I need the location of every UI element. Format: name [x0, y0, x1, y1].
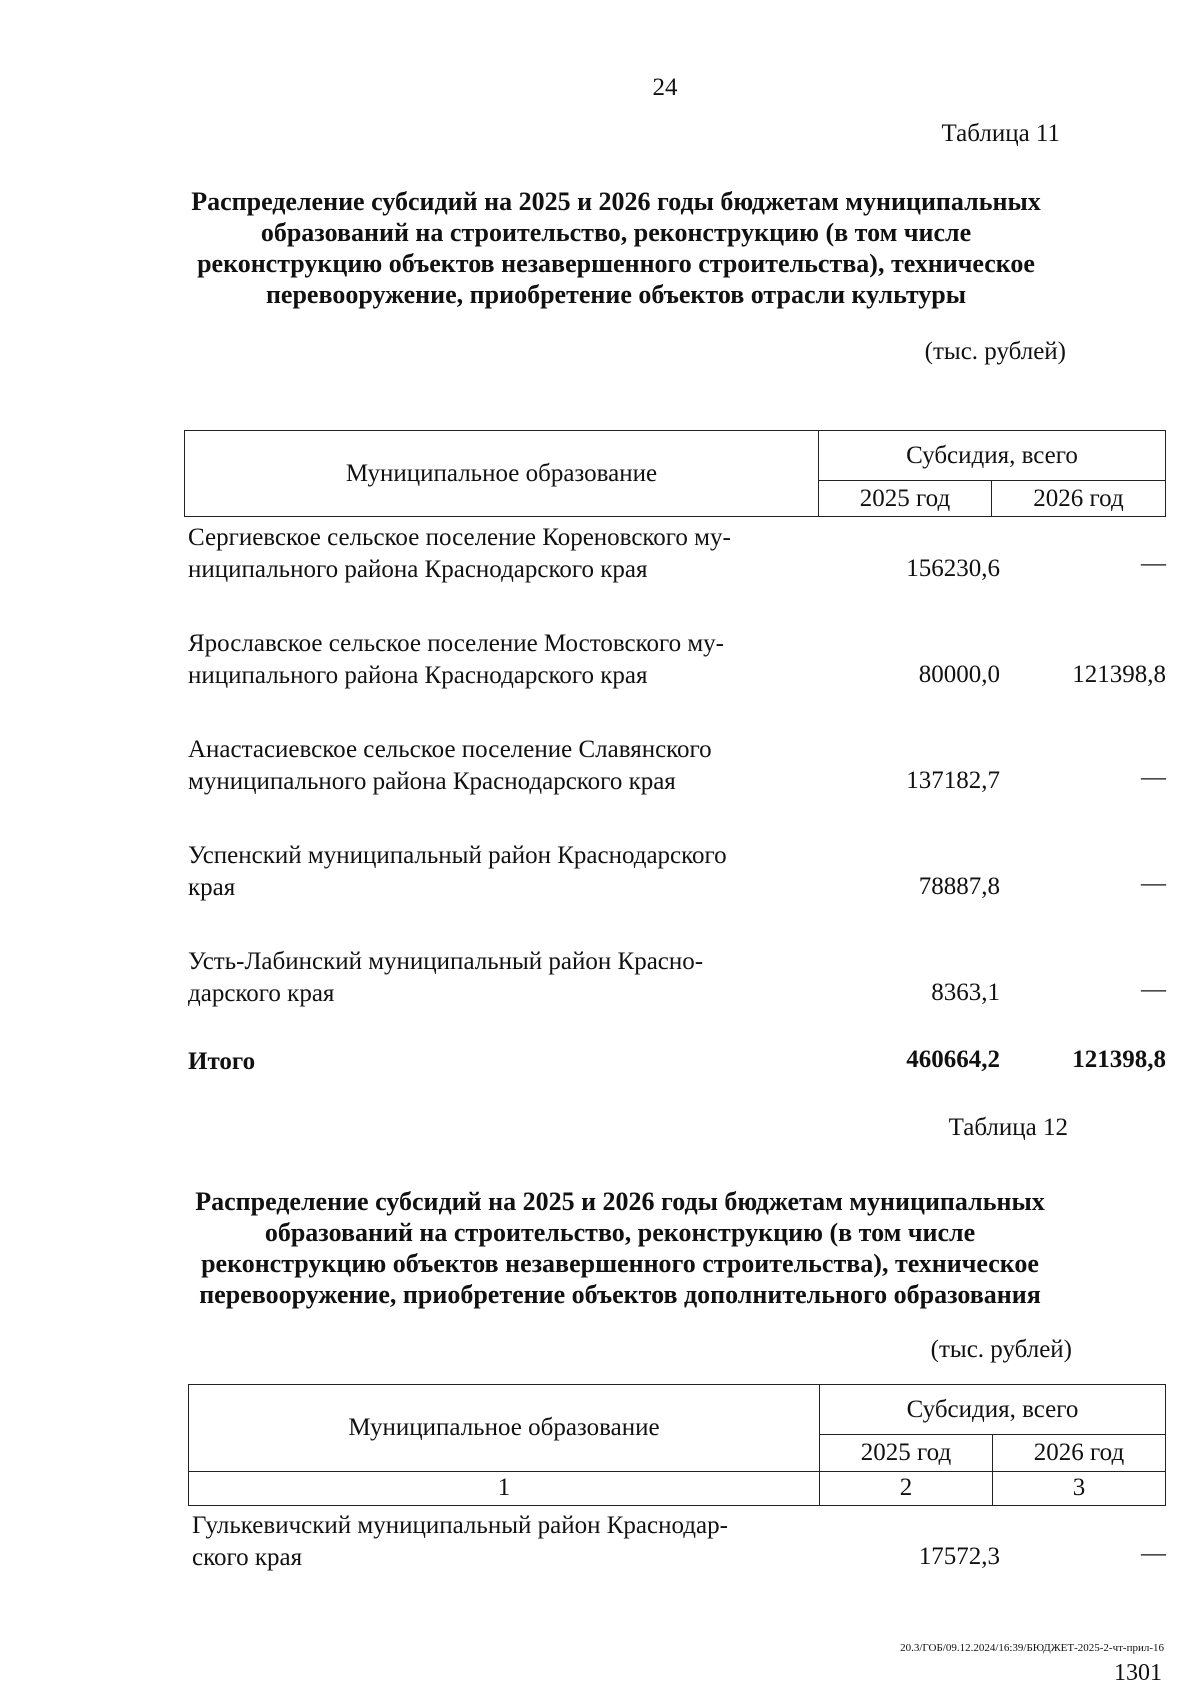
table-12-units: (тыс. рублей)	[930, 1336, 1072, 1363]
column-number-1: 1	[189, 1471, 820, 1505]
table-12-label: Таблица 12	[948, 1114, 1068, 1141]
title-line: образований на строительство, реконструкцию (в том числе	[264, 1218, 976, 1247]
table-11-value-2026: —	[1141, 976, 1166, 1003]
table-11-total-2025: 460664,2	[906, 1046, 1000, 1073]
table-11-header	[184, 430, 1166, 517]
header-municipality: Муниципальное образование	[189, 1385, 820, 1472]
title-line: реконструкцию объектов незавершенного строительства), техническое	[201, 1249, 1039, 1278]
table-11-total-label: Итого	[188, 1048, 256, 1075]
table-11-row-name: Усть-Лабинский муниципальный район Красно- дарского края	[188, 948, 704, 1007]
header-2025: 2025 год	[819, 481, 992, 517]
table-11-label: Таблица 11	[941, 120, 1060, 147]
header-2026: 2026 год	[992, 481, 1166, 517]
header-subsidy-total: Субсидия, всего	[820, 1385, 1166, 1435]
header-2026: 2026 год	[993, 1435, 1166, 1471]
title-line: Распределение субсидий на 2025 и 2026 годы бюджетам муниципальных	[195, 1187, 1045, 1216]
table-11-value-2026: 121398,8	[1072, 661, 1166, 688]
table-11-row-name: Сергиевское сельское поселение Кореновского му- ниципального района Краснодарского края	[188, 524, 731, 583]
title-line: перевооружение, приобретение объектов отрасли культуры	[265, 280, 967, 309]
table-11-row-name: Анастасиевское сельское поселение Славянского муниципального района Краснодарского края	[188, 736, 712, 795]
column-number-2: 2	[820, 1471, 993, 1505]
table-11-row-name: Ярославское сельское поселение Мостовского му- ниципального района Краснодарского края	[188, 630, 724, 689]
title-line: реконструкцию объектов незавершенного строительства), техническое	[197, 249, 1035, 278]
table-11-total-2026: 121398,8	[1072, 1046, 1166, 1073]
header-2025: 2025 год	[820, 1435, 993, 1471]
table-11-value-2025: 156230,6	[906, 555, 1000, 582]
document-code: 20.3/ГОБ/09.12.2024/16:39/БЮДЖЕТ-2025-2-чт-прил-16	[900, 1642, 1164, 1654]
table-11-title	[120, 186, 1112, 310]
table-12-value-2026: —	[1141, 1540, 1166, 1567]
table-11-value-2025: 137182,7	[906, 767, 1000, 794]
table-11-units: (тыс. рублей)	[924, 338, 1066, 365]
column-number-3: 3	[993, 1471, 1166, 1505]
header-municipality: Муниципальное образование	[185, 431, 819, 517]
table-11-value-2025: 80000,0	[918, 661, 1000, 688]
table-11-value-2026: —	[1141, 870, 1166, 897]
sheet-number: 1301	[1114, 1660, 1162, 1686]
table-12-header	[188, 1384, 1166, 1506]
page-number: 24	[652, 74, 678, 101]
table-11-value-2025: 78887,8	[918, 873, 1000, 900]
table-11-value-2025: 8363,1	[931, 979, 1000, 1006]
header-subsidy-total: Субсидия, всего	[819, 431, 1166, 481]
title-line: образований на строительство, реконструкцию (в том числе	[260, 218, 972, 247]
table-12-value-2025: 17572,3	[918, 1543, 1000, 1570]
table-11-value-2026: —	[1141, 764, 1166, 791]
table-12-row-name: Гулькевичский муниципальный район Краснодар- ского края	[192, 1512, 728, 1571]
title-line: Распределение субсидий на 2025 и 2026 годы бюджетам муниципальных	[191, 187, 1041, 216]
table-11-row-name: Успенский муниципальный район Краснодарского края	[188, 842, 727, 901]
title-line: перевооружение, приобретение объектов дополнительного образования	[199, 1280, 1041, 1309]
table-12-title	[124, 1186, 1116, 1310]
table-11-value-2026: —	[1141, 550, 1166, 577]
